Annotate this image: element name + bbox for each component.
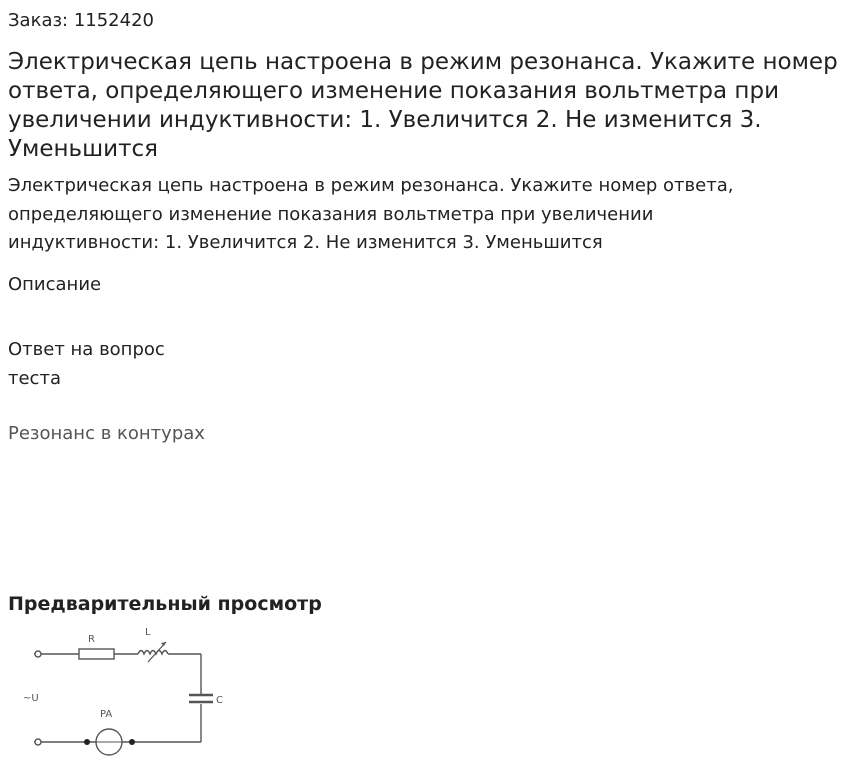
junction-dot-left [84, 739, 90, 745]
circuit-diagram-image [18, 622, 228, 762]
question-text: Электрическая цепь настроена в режим резонанса. Укажите номер ответа, определяющего изменение показания вольтметра при увеличении индуктивности: 1. Увеличится 2. Не изменится 3. Уменьшится [8, 175, 734, 253]
terminal-top [35, 651, 41, 657]
description-label: Описание [8, 274, 102, 295]
topic-link[interactable]: Резонанс в контурах [8, 423, 205, 444]
inductor-label: L [145, 627, 151, 638]
inductor-symbol [138, 651, 168, 655]
ammeter-label: PA [100, 709, 113, 720]
inductor-arrowhead [161, 642, 166, 646]
resistor-label: R [88, 634, 95, 645]
resistor-symbol [79, 649, 114, 659]
junction-dot-right [129, 739, 135, 745]
terminal-bottom [35, 739, 41, 745]
order-number: Заказ: 1152420 [8, 10, 154, 31]
capacitor-label: C [216, 695, 223, 706]
answer-label: Ответ на вопрос теста [8, 339, 165, 389]
page-title: Электрическая цепь настроена в режим резонанса. Укажите номер ответа, определяющего изменение показания вольтметра при увеличении индуктивности: 1. Увеличится 2. Не изменится 3. Уменьшится [8, 49, 838, 162]
preview-title: Предварительный просмотр [8, 593, 322, 615]
source-label: ~U [23, 693, 39, 704]
